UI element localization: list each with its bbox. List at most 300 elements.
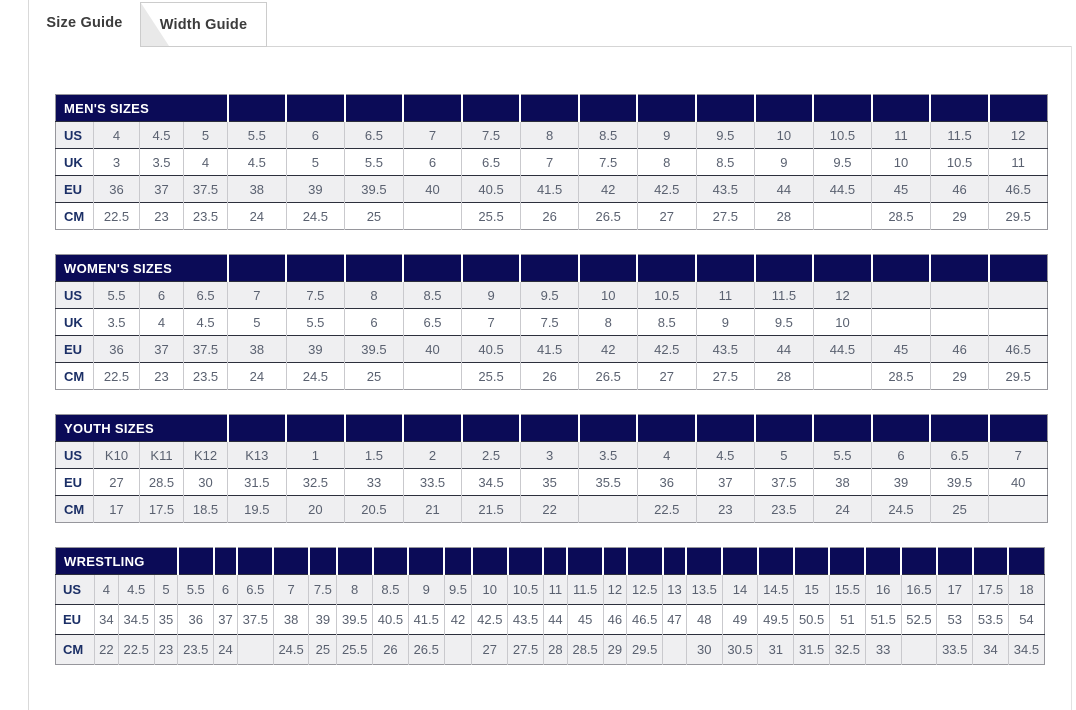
size-cell: 6: [345, 309, 404, 336]
panel-top-border: [266, 46, 1072, 47]
table-header-cell: [403, 95, 462, 122]
size-cell: [989, 496, 1048, 523]
size-cell: 23: [140, 203, 184, 230]
size-cell: 10: [755, 122, 814, 149]
size-cell: 10.5: [930, 149, 989, 176]
size-cell: 36: [94, 176, 140, 203]
size-cell: 8: [345, 282, 404, 309]
size-cell: 4.5: [118, 575, 154, 605]
size-cell: 4.5: [696, 442, 755, 469]
table-header-cell: [722, 548, 758, 575]
size-cell: 12.5: [627, 575, 663, 605]
size-cell: 10: [472, 575, 508, 605]
tab-size-guide[interactable]: [29, 0, 140, 46]
size-cell: 7.5: [579, 149, 638, 176]
size-cell: 9.5: [696, 122, 755, 149]
size-cell: 3.5: [579, 442, 638, 469]
table-header-cell: [337, 548, 373, 575]
table-header-cell: [273, 548, 309, 575]
row-label: EU: [56, 469, 94, 496]
size-cell: 2.5: [462, 442, 521, 469]
size-cell: 25.5: [462, 363, 521, 390]
size-cell: 32.5: [829, 635, 865, 665]
size-cell: 18.5: [184, 496, 228, 523]
size-cell: 35: [154, 605, 178, 635]
table-row: [56, 363, 1048, 390]
table-row: [56, 575, 1045, 605]
size-cell: 4.5: [228, 149, 287, 176]
size-cell: 11.5: [755, 282, 814, 309]
size-cell: [872, 309, 931, 336]
size-cell: 4: [140, 309, 184, 336]
size-cell: 5.5: [345, 149, 404, 176]
table-row: [56, 469, 1048, 496]
size-cell: 28: [755, 203, 814, 230]
size-cell: 34.5: [1008, 635, 1044, 665]
size-cell: 42: [444, 605, 472, 635]
size-cell: 4.5: [140, 122, 184, 149]
size-cell: 23.5: [755, 496, 814, 523]
size-cell: 31.5: [228, 469, 287, 496]
size-cell: 7: [403, 122, 462, 149]
size-cell: 31.5: [794, 635, 830, 665]
size-cell: 38: [813, 469, 872, 496]
size-cell: 7: [520, 149, 579, 176]
tab-width-guide[interactable]: [140, 2, 267, 47]
size-cell: 21.5: [462, 496, 521, 523]
size-cell: 40: [989, 469, 1048, 496]
size-cell: 6: [403, 149, 462, 176]
size-cell: 26.5: [579, 203, 638, 230]
size-cell: 49: [722, 605, 758, 635]
table-header-row: [56, 255, 1048, 282]
table-header-cell: [813, 415, 872, 442]
size-cell: 40.5: [462, 176, 521, 203]
size-cell: 52.5: [901, 605, 937, 635]
size-cell: 39: [872, 469, 931, 496]
size-cell: 49.5: [758, 605, 794, 635]
size-cell: 38: [228, 176, 287, 203]
size-cell: 11: [872, 122, 931, 149]
size-cell: 6.5: [930, 442, 989, 469]
size-cell: 24: [214, 635, 238, 665]
row-label: US: [56, 282, 94, 309]
size-cell: 10.5: [637, 282, 696, 309]
size-cell: 29.5: [989, 203, 1048, 230]
table-header-cell: [901, 548, 937, 575]
size-cell: 22.5: [637, 496, 696, 523]
size-cell: 24.5: [273, 635, 309, 665]
table-header-cell: [755, 95, 814, 122]
size-cell: 53.5: [973, 605, 1009, 635]
size-cell: 24: [228, 363, 287, 390]
size-cell: 45: [872, 176, 931, 203]
size-cell: 22: [520, 496, 579, 523]
table-header-cell: [228, 255, 287, 282]
size-cell: 9.5: [755, 309, 814, 336]
size-cell: 41.5: [520, 336, 579, 363]
size-cell: 44: [755, 176, 814, 203]
mens-sizes-table: [55, 94, 1048, 230]
table-row: [56, 203, 1048, 230]
table-header-cell: [930, 255, 989, 282]
size-cell: 43.5: [508, 605, 544, 635]
size-cell: 5: [154, 575, 178, 605]
table-header-cell: [930, 95, 989, 122]
size-cell: 36: [178, 605, 214, 635]
table-row: [56, 635, 1045, 665]
size-cell: 38: [273, 605, 309, 635]
size-cell: 28.5: [872, 203, 931, 230]
table-header-cell: [403, 255, 462, 282]
size-cell: 44.5: [813, 336, 872, 363]
size-cell: 46: [603, 605, 627, 635]
tab-width-guide-label: Width Guide: [159, 16, 248, 33]
size-cell: 37: [214, 605, 238, 635]
size-cell: 39.5: [345, 176, 404, 203]
size-cell: 35: [520, 469, 579, 496]
table-header-cell: [872, 95, 931, 122]
size-cell: 42.5: [472, 605, 508, 635]
row-label: CM: [56, 496, 94, 523]
size-cell: 8.5: [373, 575, 409, 605]
size-cell: 30.5: [722, 635, 758, 665]
table-row: [56, 149, 1048, 176]
table-header-cell: [408, 548, 444, 575]
youth-sizes-table: [55, 414, 1048, 523]
size-cell: 5.5: [228, 122, 287, 149]
wrestling-sizes-table: [55, 547, 1045, 665]
size-cell: 6.5: [184, 282, 228, 309]
size-cell: 37: [140, 336, 184, 363]
size-cell: [403, 363, 462, 390]
size-cell: 23: [696, 496, 755, 523]
size-cell: 46: [930, 176, 989, 203]
size-cell: 26: [520, 203, 579, 230]
size-cell: 9.5: [444, 575, 472, 605]
size-cell: 39.5: [930, 469, 989, 496]
size-cell: 1.5: [345, 442, 404, 469]
size-cell: 6.5: [462, 149, 521, 176]
table-header-cell: [696, 95, 755, 122]
size-cell: 22.5: [94, 203, 140, 230]
size-cell: 22.5: [94, 363, 140, 390]
table-header-cell: [309, 548, 337, 575]
table-header-cell: [989, 95, 1048, 122]
size-cell: 29.5: [627, 635, 663, 665]
size-cell: 17.5: [140, 496, 184, 523]
row-label: CM: [56, 363, 94, 390]
size-cell: 29: [603, 635, 627, 665]
table-header-cell: [373, 548, 409, 575]
size-cell: 1: [286, 442, 345, 469]
table-title: WOMEN'S SIZES: [56, 255, 228, 282]
size-cell: 42.5: [637, 336, 696, 363]
table-header-cell: [403, 415, 462, 442]
size-cell: 8: [337, 575, 373, 605]
size-cell: 26.5: [579, 363, 638, 390]
size-cell: [989, 309, 1048, 336]
size-cell: 13.5: [686, 575, 722, 605]
table-header-cell: [755, 415, 814, 442]
table-header-cell: [345, 255, 404, 282]
size-cell: 28.5: [872, 363, 931, 390]
table-row: [56, 605, 1045, 635]
size-cell: 45: [567, 605, 603, 635]
size-cell: 41.5: [520, 176, 579, 203]
size-cell: 6: [214, 575, 238, 605]
size-cell: 40.5: [462, 336, 521, 363]
size-cell: 17.5: [973, 575, 1009, 605]
row-label: UK: [56, 309, 94, 336]
table-header-cell: [286, 415, 345, 442]
table-row: [56, 122, 1048, 149]
size-cell: 47: [663, 605, 687, 635]
tables-area: [55, 94, 1048, 689]
row-label: US: [56, 122, 94, 149]
size-cell: 5.5: [178, 575, 214, 605]
size-cell: 51.5: [865, 605, 901, 635]
size-cell: 43.5: [696, 176, 755, 203]
panel-right-border: [1071, 46, 1072, 710]
size-cell: 28.5: [140, 469, 184, 496]
size-cell: 38: [228, 336, 287, 363]
table-row: [56, 176, 1048, 203]
row-label: EU: [56, 605, 95, 635]
size-cell: 9.5: [520, 282, 579, 309]
table-header-cell: [989, 415, 1048, 442]
size-cell: 16: [865, 575, 901, 605]
size-cell: 46.5: [627, 605, 663, 635]
size-cell: 33: [865, 635, 901, 665]
size-cell: 40: [403, 336, 462, 363]
size-cell: 42: [579, 336, 638, 363]
size-cell: 34.5: [118, 605, 154, 635]
size-cell: 3.5: [140, 149, 184, 176]
table-header-cell: [520, 415, 579, 442]
size-cell: 16.5: [901, 575, 937, 605]
size-cell: 50.5: [794, 605, 830, 635]
size-cell: 10: [579, 282, 638, 309]
size-cell: 42: [579, 176, 638, 203]
table-row: [56, 309, 1048, 336]
table-header-cell: [663, 548, 687, 575]
size-cell: 23.5: [178, 635, 214, 665]
size-cell: [930, 282, 989, 309]
size-cell: 33.5: [937, 635, 973, 665]
size-cell: 9: [637, 122, 696, 149]
table-header-cell: [345, 415, 404, 442]
size-cell: 44: [543, 605, 567, 635]
table-header-cell: [520, 255, 579, 282]
size-cell: 27.5: [508, 635, 544, 665]
size-cell: 24: [813, 496, 872, 523]
size-cell: [579, 496, 638, 523]
size-cell: 8: [637, 149, 696, 176]
size-cell: 5: [184, 122, 228, 149]
size-cell: 5: [755, 442, 814, 469]
size-cell: 51: [829, 605, 865, 635]
table-header-cell: [973, 548, 1009, 575]
size-cell: K10: [94, 442, 140, 469]
table-header-cell: [228, 95, 287, 122]
row-label: US: [56, 442, 94, 469]
size-cell: 3.5: [94, 309, 140, 336]
size-cell: [663, 635, 687, 665]
size-cell: 20: [286, 496, 345, 523]
table-header-cell: [444, 548, 472, 575]
size-cell: 11: [543, 575, 567, 605]
size-cell: 37.5: [184, 176, 228, 203]
table-header-cell: [989, 255, 1048, 282]
table-header-cell: [462, 95, 521, 122]
size-cell: 8: [579, 309, 638, 336]
size-cell: 25: [930, 496, 989, 523]
size-cell: [813, 203, 872, 230]
table-header-cell: [520, 95, 579, 122]
size-cell: [930, 309, 989, 336]
size-cell: 46.5: [989, 176, 1048, 203]
size-cell: 40: [403, 176, 462, 203]
size-cell: [813, 363, 872, 390]
size-cell: 11: [696, 282, 755, 309]
size-cell: 9: [696, 309, 755, 336]
table-title: MEN'S SIZES: [56, 95, 228, 122]
size-cell: 12: [813, 282, 872, 309]
table-header-cell: [637, 95, 696, 122]
size-cell: 15: [794, 575, 830, 605]
size-cell: 6.5: [345, 122, 404, 149]
size-cell: 39.5: [345, 336, 404, 363]
size-cell: 37: [696, 469, 755, 496]
size-cell: 27.5: [696, 363, 755, 390]
size-cell: 24.5: [872, 496, 931, 523]
size-cell: 2: [403, 442, 462, 469]
size-cell: 4: [184, 149, 228, 176]
table-row: [56, 336, 1048, 363]
size-cell: 18: [1008, 575, 1044, 605]
size-cell: 6: [286, 122, 345, 149]
size-cell: 33: [345, 469, 404, 496]
size-cell: 23.5: [184, 203, 228, 230]
size-cell: 7: [273, 575, 309, 605]
size-cell: 43.5: [696, 336, 755, 363]
table-header-row: [56, 95, 1048, 122]
size-cell: 3: [94, 149, 140, 176]
table-header-cell: [686, 548, 722, 575]
size-cell: 19.5: [228, 496, 287, 523]
size-cell: 29: [930, 363, 989, 390]
row-label: UK: [56, 149, 94, 176]
size-cell: 29.5: [989, 363, 1048, 390]
size-cell: 11.5: [567, 575, 603, 605]
size-cell: K12: [184, 442, 228, 469]
size-cell: 12: [989, 122, 1048, 149]
size-cell: 7: [462, 309, 521, 336]
size-cell: 27: [94, 469, 140, 496]
row-label: US: [56, 575, 95, 605]
table-header-cell: [794, 548, 830, 575]
table-header-cell: [813, 95, 872, 122]
table-header-cell: [758, 548, 794, 575]
size-cell: 8.5: [696, 149, 755, 176]
table-header-cell: [603, 548, 627, 575]
size-cell: 24.5: [286, 363, 345, 390]
table-header-cell: [1008, 548, 1044, 575]
size-cell: 24: [228, 203, 287, 230]
table-header-cell: [567, 548, 603, 575]
size-cell: 6.5: [403, 309, 462, 336]
size-cell: 5: [228, 309, 287, 336]
size-cell: K13: [228, 442, 287, 469]
size-cell: 25.5: [462, 203, 521, 230]
size-cell: 30: [184, 469, 228, 496]
table-header-cell: [579, 415, 638, 442]
size-cell: 9: [462, 282, 521, 309]
size-cell: K11: [140, 442, 184, 469]
table-header-cell: [637, 415, 696, 442]
size-cell: 7.5: [520, 309, 579, 336]
size-cell: 25.5: [337, 635, 373, 665]
size-cell: 44.5: [813, 176, 872, 203]
row-label: CM: [56, 203, 94, 230]
size-cell: 22: [95, 635, 119, 665]
table-header-cell: [696, 255, 755, 282]
panel-left-border: [28, 0, 29, 710]
size-cell: 23: [154, 635, 178, 665]
table-header-cell: [829, 548, 865, 575]
size-cell: 7: [989, 442, 1048, 469]
size-cell: 26.5: [408, 635, 444, 665]
size-cell: 34.5: [462, 469, 521, 496]
size-cell: 20.5: [345, 496, 404, 523]
size-cell: 10: [872, 149, 931, 176]
table-header-row: [56, 415, 1048, 442]
size-cell: 14.5: [758, 575, 794, 605]
size-cell: 21: [403, 496, 462, 523]
size-cell: 40.5: [373, 605, 409, 635]
size-cell: 4: [637, 442, 696, 469]
size-cell: 25: [345, 363, 404, 390]
womens-sizes-table: [55, 254, 1048, 390]
size-cell: 9: [408, 575, 444, 605]
size-cell: 4: [95, 575, 119, 605]
size-cell: 14: [722, 575, 758, 605]
table-header-cell: [755, 255, 814, 282]
size-cell: 39: [286, 176, 345, 203]
size-cell: [989, 282, 1048, 309]
table-header-cell: [937, 548, 973, 575]
size-cell: 28: [543, 635, 567, 665]
size-cell: 6: [872, 442, 931, 469]
size-cell: 4: [94, 122, 140, 149]
size-cell: 39: [309, 605, 337, 635]
size-cell: 8.5: [579, 122, 638, 149]
size-cell: 26: [373, 635, 409, 665]
size-cell: 17: [937, 575, 973, 605]
size-cell: 22.5: [118, 635, 154, 665]
size-cell: 29: [930, 203, 989, 230]
table-header-cell: [627, 548, 663, 575]
size-cell: 54: [1008, 605, 1044, 635]
size-cell: 33.5: [403, 469, 462, 496]
size-cell: 32.5: [286, 469, 345, 496]
size-cell: 37.5: [755, 469, 814, 496]
size-cell: 23.5: [184, 363, 228, 390]
size-cell: 37.5: [184, 336, 228, 363]
size-cell: 6.5: [237, 575, 273, 605]
size-cell: 5.5: [94, 282, 140, 309]
